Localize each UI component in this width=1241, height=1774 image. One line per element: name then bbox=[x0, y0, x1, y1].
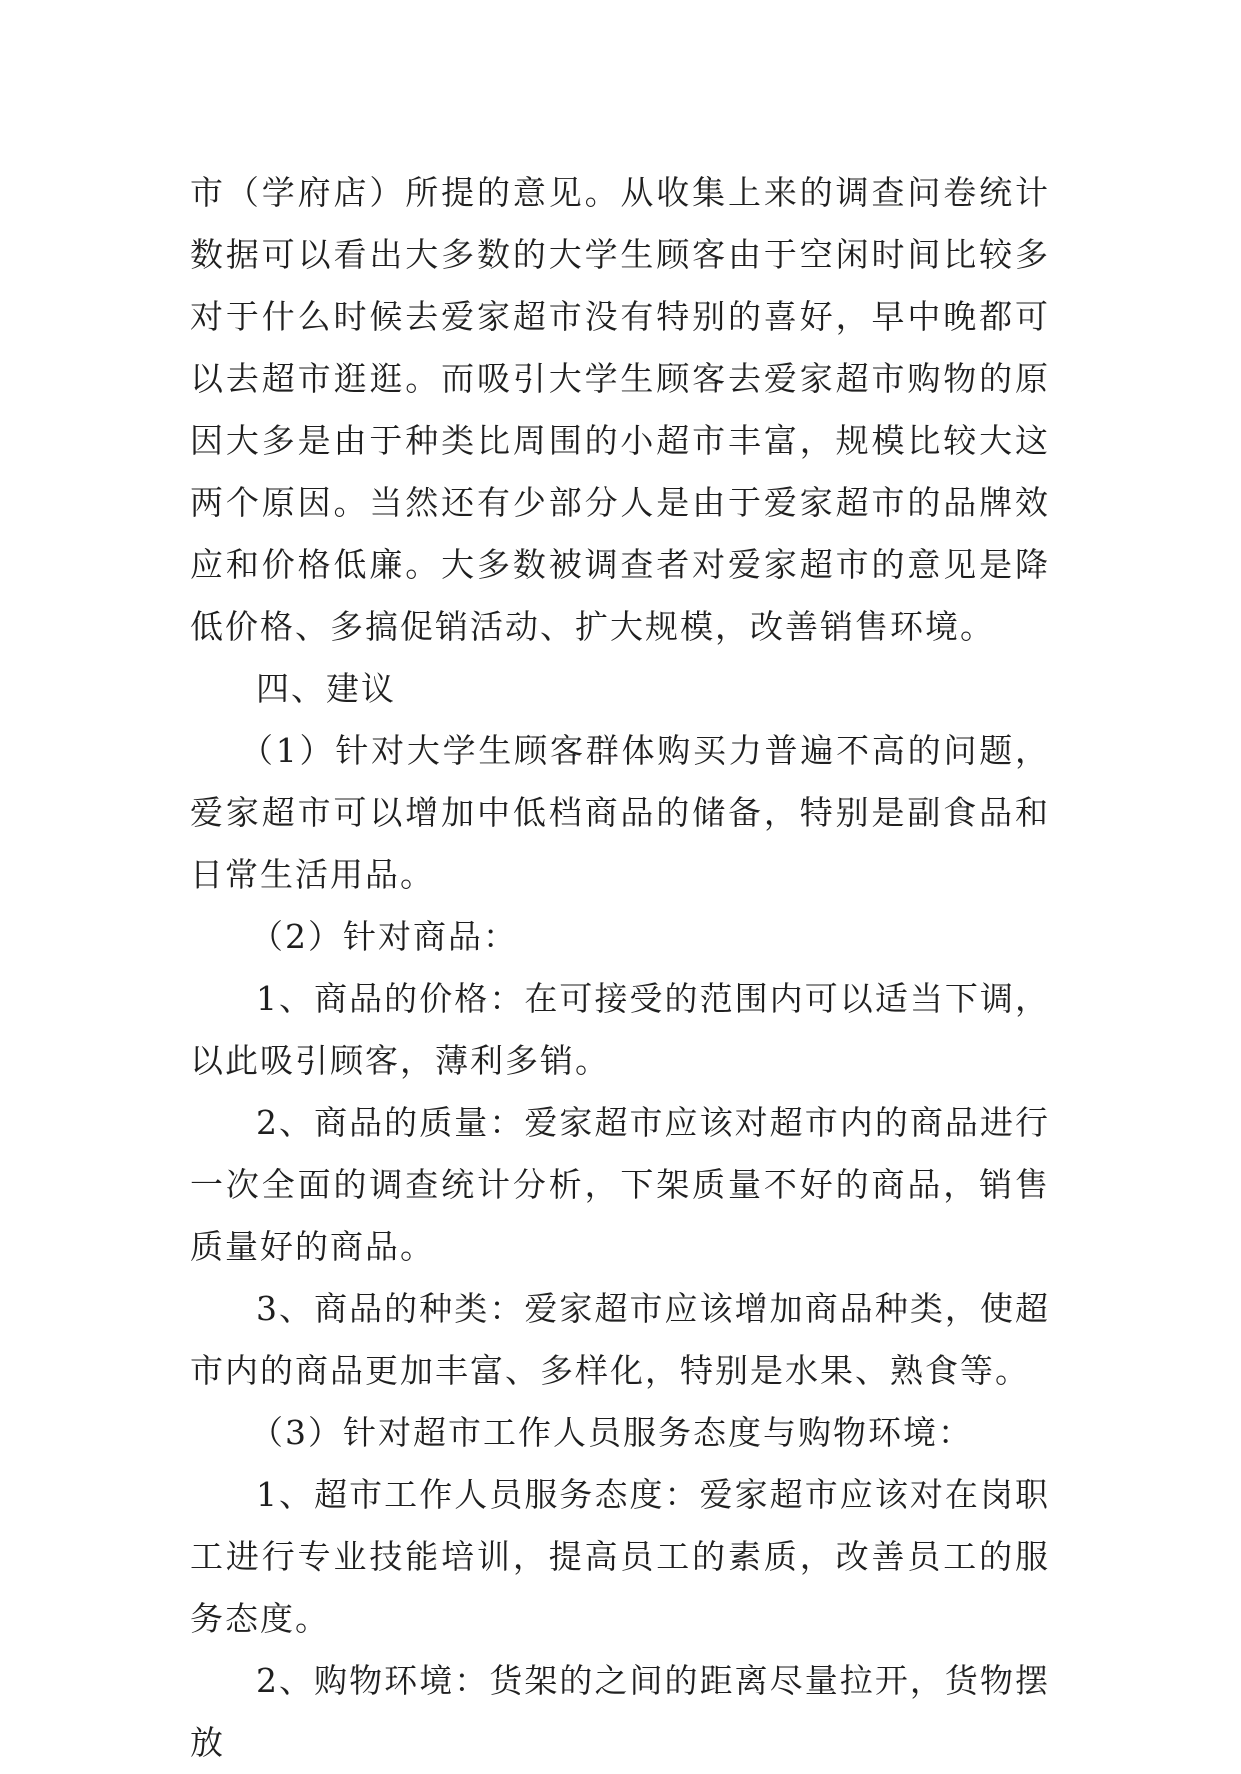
paragraph-shopping-environment: 2、购物环境：货架的之间的距离尽量拉开，货物摆放 bbox=[190, 1661, 1050, 1762]
section-heading-suggestions: 四、建议 bbox=[256, 669, 396, 708]
paragraph-staff-attitude: 1、超市工作人员服务态度：爱家超市应该对在岗职工进行专业技能培训，提高员工的素质，改善员工的服务态度。 bbox=[190, 1475, 1050, 1638]
paragraph-goods-price: 1、商品的价格：在可接受的范围内可以适当下调，以此吸引顾客，薄利多销。 bbox=[190, 979, 1050, 1080]
paragraph-suggestion-3-heading: （3）针对超市工作人员服务态度与购物环境： bbox=[250, 1413, 973, 1452]
paragraph-suggestion-1: （1）针对大学生顾客群体购买力普遍不高的问题，爱家超市可以增加中低档商品的储备，特别是副食品和日常生活用品。 bbox=[190, 731, 1050, 894]
paragraph-suggestion-2-heading: （2）针对商品： bbox=[250, 917, 518, 956]
paragraph-goods-variety: 3、商品的种类：爱家超市应该增加商品种类，使超市内的商品更加丰富、多样化，特别是水果、熟食等。 bbox=[190, 1289, 1050, 1390]
paragraph-survey-findings: 市（学府店）所提的意见。从收集上来的调查问卷统计数据可以看出大多数的大学生顾客由于空闲时间比较多对于什么时候去爱家超市没有特别的喜好，早中晚都可以去超市逛逛。而吸引大学生顾客去爱家超市购物的原因大多是由于种类比周围的小超市丰富，规模比较大这两个原因。当然还有少部分人是由于爱家超市的品牌效应和价格低廉。大多数被调查者对爱家超市的意见是降低价格、多搞促销活动、扩大规模，改善销售环境。 bbox=[190, 173, 1050, 646]
document-body bbox=[190, 162, 1050, 1774]
paragraph-goods-quality: 2、商品的质量：爱家超市应该对超市内的商品进行一次全面的调查统计分析，下架质量不好的商品，销售质量好的商品。 bbox=[190, 1103, 1050, 1266]
